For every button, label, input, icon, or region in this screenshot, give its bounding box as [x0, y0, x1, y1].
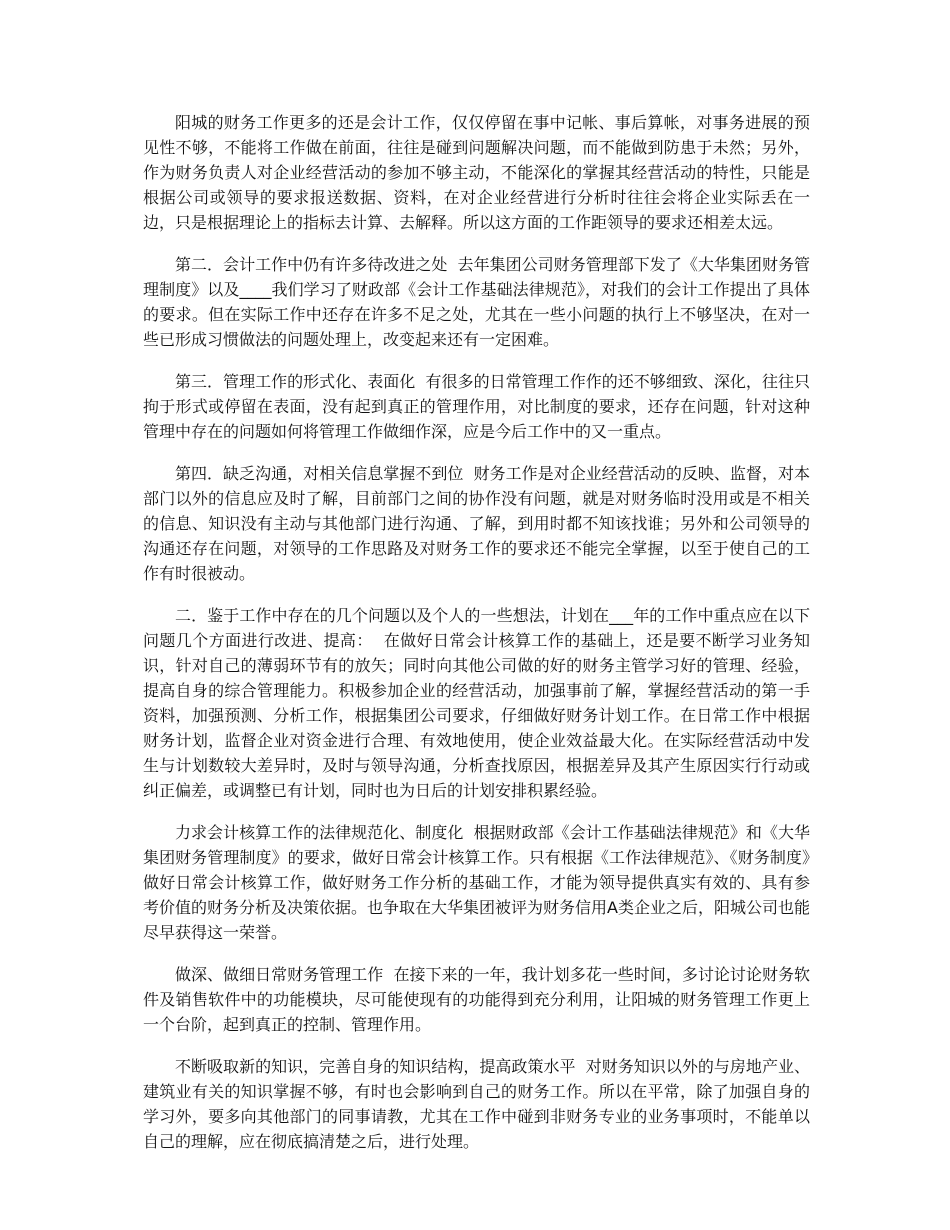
paragraph-6: 力求会计核算工作的法律规范化、制度化 根据财政部《会计工作基础法律规范》和《大华集团财务管理制度》的要求，做好日常会计核算工作。只有根据《工作法律规范》、《财务制度》做好日常会计核算工作，做好财务工作分析的基础工作，才能为领导提供真实有效的、具有参考价值的财务分析及决策依据。也争取在大华集团被评为财务信用A类企业之后，阳城公司也能尽早获得这一荣誉。	[143, 823, 810, 942]
paragraph-3: 第三．管理工作的形式化、表面化 有很多的日常管理工作作的还不够细致、深化，往往只拘于形式或停留在表面，没有起到真正的管理作用，对比制度的要求，还存在问题，针对这种管理中存在的问题如何将管理工作做细作深，应是今后工作中的又一重点。	[143, 372, 810, 441]
document-body	[143, 110, 810, 1171]
paragraph-1: 阳城的财务工作更多的还是会计工作，仅仅停留在事中记帐、事后算帐，对事务进展的预见性不够，不能将工作做在前面，往往是碰到问题解决问题，而不能做到防患于未然；另外，作为财务负责人对企业经营活动的参加不够主动，不能深化的掌握其经营活动的特性，只能是根据公司或领导的要求报送数据、资料，在对企业经营进行分析时往往会将企业实际丢在一边，只是根据理论上的指标去计算、去解释。所以这方面的工作距领导的要求还相差太远。	[143, 113, 810, 232]
paragraph-7: 做深、做细日常财务管理工作 在接下来的一年，我计划多花一些时间，多讨论讨论财务软件及销售软件中的功能模块，尽可能使现有的功能得到充分利用，让阳城的财务管理工作更上一个台阶，起到真正的控制、管理作用。	[143, 965, 810, 1034]
paragraph-2: 第二．会计工作中仍有许多待改进之处 去年集团公司财务管理部下发了《大华集团财务管理制度》以及____我们学习了财政部《会计工作基础法律规范》，对我们的会计工作提出了具体的要求。但在实际工作中还存在许多不足之处，尤其在一些小问题的执行上不够坚决，在对一些已形成习惯做法的问题处理上，改变起来还有一定困难。	[143, 255, 810, 349]
paragraph-4: 第四．缺乏沟通，对相关信息掌握不到位 财务工作是对企业经营活动的反映、监督，对本部门以外的信息应及时了解，目前部门之间的协作没有问题，就是对财务临时没用或是不相关的信息、知识没有主动与其他部门进行沟通、了解，到用时都不知该找谁；另外和公司领导的沟通还存在问题，对领导的工作思路及对财务工作的要求还不能完全掌握，以至于使自己的工作有时很被动。	[143, 464, 810, 583]
paragraph-5: 二．鉴于工作中存在的几个问题以及个人的一些想法，计划在___年的工作中重点应在以下问题几个方面进行改进、提高： 在做好日常会计核算工作的基础上，还是要不断学习业务知识，针对自己的薄弱环节有的放矢；同时向其他公司做的好的财务主管学习好的管理、经验，提高自身的综合管理能力。积极参加企业的经营活动，加强事前了解，掌握经营活动的第一手资料，加强预测、分析工作，根据集团公司要求，仔细做好财务计划工作。在日常工作中根据财务计划，监督企业对资金进行合理、有效地使用，使企业效益最大化。在实际经营活动中发生与计划数较大差异时，及时与领导沟通，分析查找原因，根据差异及其产生原因实行行动或纠正偏差，或调整已有计划，同时也为日后的计划安排积累经验。	[143, 606, 810, 800]
paragraph-8: 不断吸取新的知识，完善自身的知识结构，提高政策水平 对财务知识以外的与房地产业、建筑业有关的知识掌握不够，有时也会影响到自己的财务工作。所以在平常，除了加强自身的学习外，要多向其他部门的同事请教，尤其在工作中碰到非财务专业的业务事项时，不能单以自己的理解，应在彻底搞清楚之后，进行处理。	[143, 1057, 810, 1151]
